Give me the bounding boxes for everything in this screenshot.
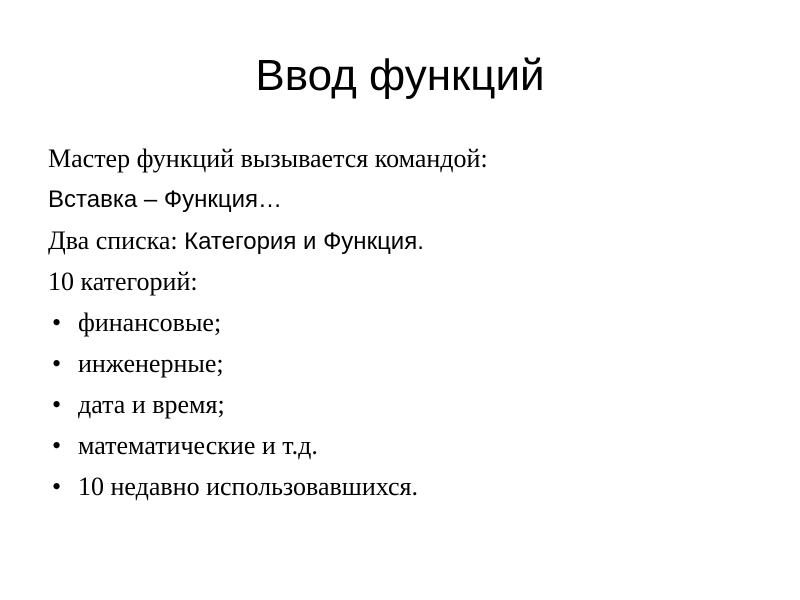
slide-title: Ввод функций	[255, 51, 545, 100]
list-item-text: математические и т.д.	[78, 431, 318, 460]
list-item	[48, 466, 768, 507]
bullet-icon: •	[52, 390, 62, 419]
list-item	[48, 384, 768, 425]
categories-count-text: 10 категорий:	[48, 267, 198, 296]
two-lists-prefix: Два списка:	[48, 226, 185, 255]
intro-line	[48, 138, 768, 179]
bullet-icon: •	[52, 472, 62, 501]
list-item	[48, 425, 768, 466]
menu-command-text: Вставка – Функция…	[48, 186, 283, 213]
bullet-icon: •	[52, 308, 62, 337]
list-item	[48, 343, 768, 384]
intro-text: Мастер функций вызывается командой:	[48, 144, 488, 173]
list-item	[48, 302, 768, 343]
two-lists-line	[48, 220, 768, 261]
bullet-icon: •	[52, 349, 62, 378]
two-lists-names: Категория и Функция.	[184, 228, 424, 255]
menu-command-line	[48, 179, 768, 220]
list-item-text: инженерные;	[78, 349, 224, 378]
categories-count-line	[48, 261, 768, 302]
bullet-icon: •	[52, 431, 62, 460]
list-item-text: дата и время;	[78, 390, 225, 419]
list-item-text: финансовые;	[78, 308, 222, 337]
category-list	[48, 302, 768, 507]
list-item-text: 10 недавно использовавшихся.	[78, 472, 418, 501]
slide-body	[48, 138, 768, 507]
